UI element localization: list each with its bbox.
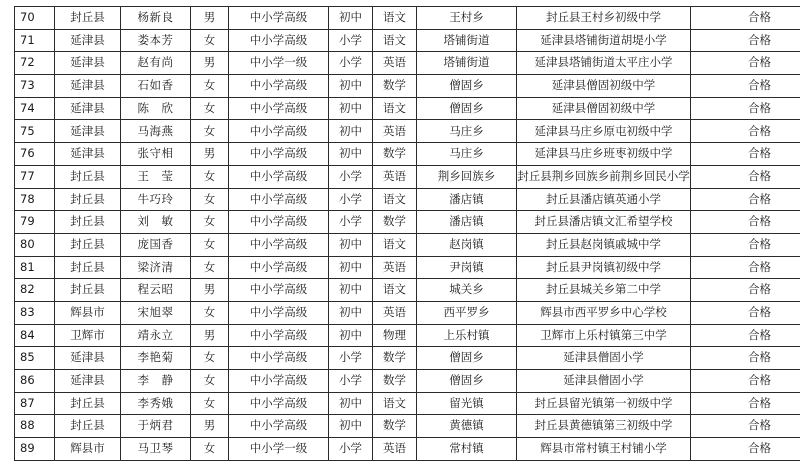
table-row <box>15 75 800 98</box>
school-name-cell: 延津县僧固初级中学 <box>517 97 691 120</box>
county-cell: 辉县市 <box>55 301 121 324</box>
teacher-name-cell: 牛巧玲 <box>121 188 191 211</box>
table-row <box>15 165 800 188</box>
table-row <box>15 29 800 52</box>
teacher-name-cell: 李艳菊 <box>121 347 191 370</box>
table-row <box>15 324 800 347</box>
county-cell: 延津县 <box>55 29 121 52</box>
county-cell: 辉县市 <box>55 438 121 461</box>
school-level-cell: 初中 <box>329 233 373 256</box>
school-level-cell: 初中 <box>329 256 373 279</box>
professional-title-cell: 中小学高级 <box>229 256 329 279</box>
gender-cell: 女 <box>191 438 229 461</box>
teacher-name-cell: 王 莹 <box>121 165 191 188</box>
table-row <box>15 7 800 30</box>
county-cell: 封丘县 <box>55 7 121 30</box>
county-cell: 延津县 <box>55 347 121 370</box>
serial-number-cell: 86 <box>15 370 55 393</box>
teacher-name-cell: 程云昭 <box>121 279 191 302</box>
school-level-cell: 小学 <box>329 347 373 370</box>
teacher-name-cell: 梁济清 <box>121 256 191 279</box>
school-level-cell: 初中 <box>329 97 373 120</box>
teacher-name-cell: 庞国香 <box>121 233 191 256</box>
county-cell: 延津县 <box>55 143 121 166</box>
serial-number-cell: 75 <box>15 120 55 143</box>
table-row <box>15 301 800 324</box>
gender-cell: 男 <box>191 415 229 438</box>
school-name-cell: 封丘县潘店镇英通小学 <box>517 188 691 211</box>
subject-cell: 数学 <box>373 211 417 234</box>
subject-cell: 英语 <box>373 52 417 75</box>
subject-cell: 数学 <box>373 143 417 166</box>
professional-title-cell: 中小学高级 <box>229 392 329 415</box>
serial-number-cell: 82 <box>15 279 55 302</box>
serial-number-cell: 77 <box>15 165 55 188</box>
professional-title-cell: 中小学一级 <box>229 52 329 75</box>
subject-cell: 语文 <box>373 29 417 52</box>
gender-cell: 女 <box>191 370 229 393</box>
professional-title-cell: 中小学高级 <box>229 120 329 143</box>
school-level-cell: 小学 <box>329 52 373 75</box>
teacher-name-cell: 娄本芳 <box>121 29 191 52</box>
professional-title-cell: 中小学高级 <box>229 301 329 324</box>
county-cell: 延津县 <box>55 52 121 75</box>
county-cell: 延津县 <box>55 75 121 98</box>
table-row <box>15 143 800 166</box>
result-cell: 合格 <box>691 29 800 52</box>
township-cell: 马庄乡 <box>417 120 517 143</box>
serial-number-cell: 71 <box>15 29 55 52</box>
result-cell: 合格 <box>691 392 800 415</box>
serial-number-cell: 87 <box>15 392 55 415</box>
result-cell: 合格 <box>691 120 800 143</box>
township-cell: 黄德镇 <box>417 415 517 438</box>
teacher-roster-table <box>14 6 800 461</box>
professional-title-cell: 中小学高级 <box>229 188 329 211</box>
school-name-cell: 封丘县赵岗镇戚城中学 <box>517 233 691 256</box>
school-level-cell: 小学 <box>329 370 373 393</box>
township-cell: 城关乡 <box>417 279 517 302</box>
subject-cell: 语文 <box>373 279 417 302</box>
school-name-cell: 延津县马庄乡班枣初级中学 <box>517 143 691 166</box>
result-cell: 合格 <box>691 438 800 461</box>
table-row <box>15 347 800 370</box>
school-name-cell: 卫辉市上乐村镇第三中学 <box>517 324 691 347</box>
teacher-name-cell: 陈 欣 <box>121 97 191 120</box>
result-cell: 合格 <box>691 75 800 98</box>
gender-cell: 男 <box>191 7 229 30</box>
subject-cell: 英语 <box>373 120 417 143</box>
serial-number-cell: 70 <box>15 7 55 30</box>
township-cell: 尹岗镇 <box>417 256 517 279</box>
table-row <box>15 279 800 302</box>
township-cell: 塔铺街道 <box>417 52 517 75</box>
county-cell: 封丘县 <box>55 188 121 211</box>
school-level-cell: 初中 <box>329 120 373 143</box>
township-cell: 僧固乡 <box>417 75 517 98</box>
professional-title-cell: 中小学高级 <box>229 279 329 302</box>
result-cell: 合格 <box>691 52 800 75</box>
subject-cell: 英语 <box>373 165 417 188</box>
township-cell: 常村镇 <box>417 438 517 461</box>
professional-title-cell: 中小学高级 <box>229 75 329 98</box>
teacher-name-cell: 石如香 <box>121 75 191 98</box>
table-row <box>15 370 800 393</box>
professional-title-cell: 中小学高级 <box>229 143 329 166</box>
school-level-cell: 小学 <box>329 188 373 211</box>
gender-cell: 女 <box>191 97 229 120</box>
school-name-cell: 延津县塔铺街道胡堤小学 <box>517 29 691 52</box>
gender-cell: 女 <box>191 29 229 52</box>
gender-cell: 男 <box>191 52 229 75</box>
result-cell: 合格 <box>691 324 800 347</box>
result-cell: 合格 <box>691 143 800 166</box>
school-name-cell: 延津县僧固小学 <box>517 347 691 370</box>
gender-cell: 女 <box>191 233 229 256</box>
teacher-name-cell: 刘 敏 <box>121 211 191 234</box>
gender-cell: 女 <box>191 347 229 370</box>
table-row <box>15 392 800 415</box>
subject-cell: 数学 <box>373 370 417 393</box>
result-cell: 合格 <box>691 301 800 324</box>
school-level-cell: 初中 <box>329 143 373 166</box>
school-name-cell: 延津县僧固小学 <box>517 370 691 393</box>
subject-cell: 英语 <box>373 301 417 324</box>
gender-cell: 男 <box>191 143 229 166</box>
result-cell: 合格 <box>691 233 800 256</box>
professional-title-cell: 中小学高级 <box>229 324 329 347</box>
school-level-cell: 小学 <box>329 438 373 461</box>
serial-number-cell: 72 <box>15 52 55 75</box>
table-row <box>15 97 800 120</box>
school-name-cell: 封丘县荆乡回族乡前荆乡回民小学 <box>517 165 691 188</box>
school-level-cell: 初中 <box>329 7 373 30</box>
table-row <box>15 233 800 256</box>
teacher-name-cell: 李秀娥 <box>121 392 191 415</box>
professional-title-cell: 中小学高级 <box>229 29 329 52</box>
result-cell: 合格 <box>691 415 800 438</box>
subject-cell: 英语 <box>373 438 417 461</box>
school-name-cell: 延津县塔铺街道太平庄小学 <box>517 52 691 75</box>
result-cell: 合格 <box>691 97 800 120</box>
professional-title-cell: 中小学一级 <box>229 438 329 461</box>
serial-number-cell: 83 <box>15 301 55 324</box>
serial-number-cell: 80 <box>15 233 55 256</box>
school-level-cell: 初中 <box>329 75 373 98</box>
result-cell: 合格 <box>691 188 800 211</box>
township-cell: 僧固乡 <box>417 370 517 393</box>
county-cell: 封丘县 <box>55 392 121 415</box>
township-cell: 塔铺街道 <box>417 29 517 52</box>
gender-cell: 女 <box>191 211 229 234</box>
county-cell: 延津县 <box>55 97 121 120</box>
subject-cell: 语文 <box>373 233 417 256</box>
professional-title-cell: 中小学高级 <box>229 211 329 234</box>
professional-title-cell: 中小学高级 <box>229 415 329 438</box>
township-cell: 潘店镇 <box>417 211 517 234</box>
school-level-cell: 小学 <box>329 29 373 52</box>
teacher-name-cell: 张守相 <box>121 143 191 166</box>
county-cell: 封丘县 <box>55 415 121 438</box>
serial-number-cell: 88 <box>15 415 55 438</box>
gender-cell: 女 <box>191 188 229 211</box>
school-name-cell: 封丘县城关乡第二中学 <box>517 279 691 302</box>
county-cell: 封丘县 <box>55 256 121 279</box>
result-cell: 合格 <box>691 256 800 279</box>
result-cell: 合格 <box>691 165 800 188</box>
gender-cell: 女 <box>191 165 229 188</box>
subject-cell: 物理 <box>373 324 417 347</box>
county-cell: 封丘县 <box>55 233 121 256</box>
teacher-name-cell: 于炳君 <box>121 415 191 438</box>
school-level-cell: 小学 <box>329 211 373 234</box>
gender-cell: 女 <box>191 301 229 324</box>
teacher-name-cell: 李 静 <box>121 370 191 393</box>
result-cell: 合格 <box>691 279 800 302</box>
table-row <box>15 120 800 143</box>
gender-cell: 女 <box>191 392 229 415</box>
township-cell: 荆乡回族乡 <box>417 165 517 188</box>
table-row <box>15 52 800 75</box>
township-cell: 西平罗乡 <box>417 301 517 324</box>
township-cell: 上乐村镇 <box>417 324 517 347</box>
school-name-cell: 辉县市西平罗乡中心学校 <box>517 301 691 324</box>
school-name-cell: 封丘县王村乡初级中学 <box>517 7 691 30</box>
teacher-name-cell: 靖永立 <box>121 324 191 347</box>
roster-body <box>15 7 800 461</box>
table-row <box>15 211 800 234</box>
county-cell: 延津县 <box>55 370 121 393</box>
teacher-name-cell: 宋旭翠 <box>121 301 191 324</box>
professional-title-cell: 中小学高级 <box>229 347 329 370</box>
teacher-name-cell: 杨新良 <box>121 7 191 30</box>
gender-cell: 女 <box>191 75 229 98</box>
school-name-cell: 辉县市常村镇王村铺小学 <box>517 438 691 461</box>
serial-number-cell: 74 <box>15 97 55 120</box>
county-cell: 封丘县 <box>55 165 121 188</box>
gender-cell: 男 <box>191 279 229 302</box>
gender-cell: 女 <box>191 256 229 279</box>
serial-number-cell: 84 <box>15 324 55 347</box>
subject-cell: 语文 <box>373 392 417 415</box>
table-row <box>15 188 800 211</box>
serial-number-cell: 78 <box>15 188 55 211</box>
township-cell: 马庄乡 <box>417 143 517 166</box>
county-cell: 卫辉市 <box>55 324 121 347</box>
subject-cell: 英语 <box>373 256 417 279</box>
result-cell: 合格 <box>691 7 800 30</box>
teacher-name-cell: 赵有尚 <box>121 52 191 75</box>
table-row <box>15 415 800 438</box>
school-name-cell: 延津县马庄乡原屯初级中学 <box>517 120 691 143</box>
subject-cell: 数学 <box>373 415 417 438</box>
gender-cell: 女 <box>191 120 229 143</box>
township-cell: 赵岗镇 <box>417 233 517 256</box>
school-level-cell: 小学 <box>329 165 373 188</box>
serial-number-cell: 79 <box>15 211 55 234</box>
table-row <box>15 438 800 461</box>
subject-cell: 数学 <box>373 75 417 98</box>
professional-title-cell: 中小学高级 <box>229 233 329 256</box>
professional-title-cell: 中小学高级 <box>229 165 329 188</box>
school-name-cell: 封丘县尹岗镇初级中学 <box>517 256 691 279</box>
township-cell: 潘店镇 <box>417 188 517 211</box>
professional-title-cell: 中小学高级 <box>229 370 329 393</box>
result-cell: 合格 <box>691 370 800 393</box>
subject-cell: 语文 <box>373 188 417 211</box>
result-cell: 合格 <box>691 211 800 234</box>
county-cell: 封丘县 <box>55 211 121 234</box>
school-level-cell: 初中 <box>329 301 373 324</box>
subject-cell: 语文 <box>373 97 417 120</box>
gender-cell: 男 <box>191 324 229 347</box>
serial-number-cell: 73 <box>15 75 55 98</box>
serial-number-cell: 89 <box>15 438 55 461</box>
result-cell: 合格 <box>691 347 800 370</box>
school-name-cell: 封丘县黄德镇第三初级中学 <box>517 415 691 438</box>
township-cell: 王村乡 <box>417 7 517 30</box>
school-level-cell: 初中 <box>329 415 373 438</box>
county-cell: 延津县 <box>55 120 121 143</box>
township-cell: 留光镇 <box>417 392 517 415</box>
subject-cell: 数学 <box>373 347 417 370</box>
township-cell: 僧固乡 <box>417 347 517 370</box>
county-cell: 封丘县 <box>55 279 121 302</box>
school-level-cell: 初中 <box>329 392 373 415</box>
school-level-cell: 初中 <box>329 279 373 302</box>
table-row <box>15 256 800 279</box>
teacher-name-cell: 马卫琴 <box>121 438 191 461</box>
school-name-cell: 延津县僧固初级中学 <box>517 75 691 98</box>
serial-number-cell: 76 <box>15 143 55 166</box>
subject-cell: 语文 <box>373 7 417 30</box>
school-name-cell: 封丘县留光镇第一初级中学 <box>517 392 691 415</box>
school-name-cell: 封丘县潘店镇文汇希望学校 <box>517 211 691 234</box>
school-level-cell: 初中 <box>329 324 373 347</box>
professional-title-cell: 中小学高级 <box>229 7 329 30</box>
serial-number-cell: 85 <box>15 347 55 370</box>
professional-title-cell: 中小学高级 <box>229 97 329 120</box>
township-cell: 僧固乡 <box>417 97 517 120</box>
teacher-name-cell: 马海燕 <box>121 120 191 143</box>
serial-number-cell: 81 <box>15 256 55 279</box>
